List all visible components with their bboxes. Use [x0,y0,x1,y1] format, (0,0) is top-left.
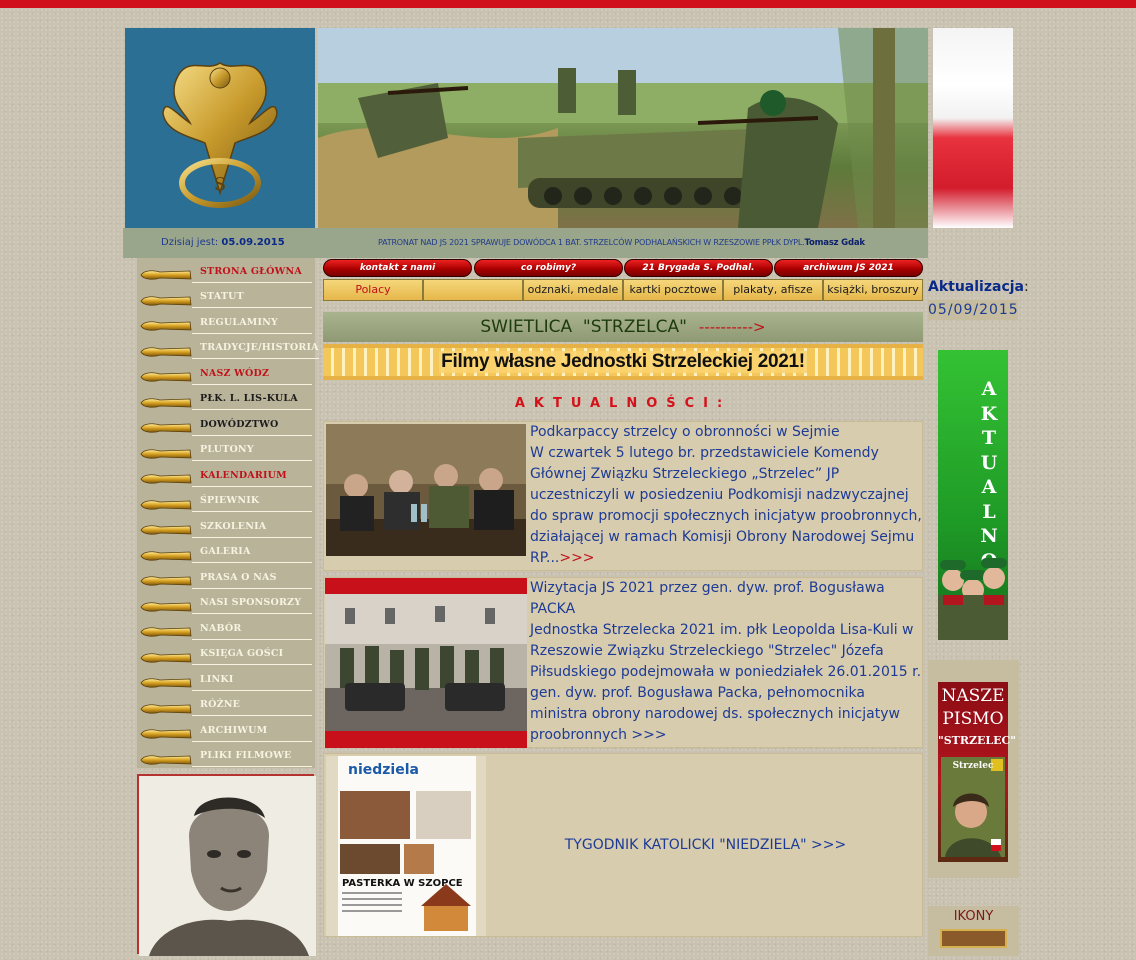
gold-bullet-icon [140,496,192,508]
news-text-3 [489,754,922,936]
menu-item-8[interactable] [140,439,312,463]
menu-item-label: PRASA O NAS [192,568,312,589]
news-text-1 [530,422,922,569]
menu-item-18[interactable] [140,694,312,718]
menu-item-label: ŚPIEWNIK [192,491,312,512]
menu-item-label: SZKOLENIA [192,517,312,538]
portrait-lis-kula [137,774,314,954]
news-more-link-2[interactable]: >>> [631,727,667,743]
menu-item-label: RÓŻNE [192,695,312,716]
magazine-cover-title: Strzelec [952,761,994,771]
menu-item-6[interactable] [140,388,312,412]
menu-item-3[interactable] [140,311,312,335]
update-date: 05/09/2015 [928,302,1019,318]
news-side-banner[interactable] [938,350,1008,640]
gold-bullet-icon [140,292,192,304]
menu-item-4[interactable] [140,337,319,361]
news-title-1[interactable]: Podkarpaccy strzelcy o obronności w Sejmie [530,424,840,440]
gold-bullet-icon [140,470,192,482]
magazine-strzelec-link[interactable] [938,682,1017,862]
menu-item-16[interactable] [140,643,312,667]
aktualnosci-letter: L [982,500,996,523]
menu-item-label: PŁK. L. LIS-KULA [192,389,312,410]
niedziela-headline: PASTERKA W SZOPCE [342,878,463,889]
eagle-logo[interactable] [125,28,315,228]
gold-bullet-icon [140,317,192,329]
menu-item-15[interactable] [140,617,312,641]
news-item-1 [323,421,923,571]
gold-bullet-icon [140,521,192,533]
swietlica-link[interactable] [323,312,923,342]
subnav-books[interactable]: książki, broszury [823,279,923,301]
menu-item-label: PLUTONY [192,440,312,461]
menu-item-14[interactable] [140,592,312,616]
current-date: Dzisiaj jest: 05.09.2015 [161,237,285,248]
magazine-cover-image [941,757,1005,857]
news-title-3[interactable]: TYGODNIK KATOLICKI "NIEDZIELA" [564,837,807,853]
menu-item-label: PLIKI FILMOWE [192,746,312,767]
pismo-line-3: "STRZELEC" [938,734,1017,747]
gold-bullet-icon [140,266,192,278]
news-heading: AKTUALNOŚCI: [514,396,732,411]
menu-item-9[interactable] [140,464,312,488]
menu-item-12[interactable] [140,541,312,565]
gold-bullet-icon [140,598,192,610]
aktualnosci-letter: K [980,402,998,425]
header-banner-photo [318,28,928,228]
menu-item-label: STRONA GŁÓWNA [192,262,312,283]
nav-contact-button[interactable]: kontakt z nami [323,259,472,277]
menu-item-label: NABÓR [192,619,312,640]
patron-text: PATRONAT NAD JS 2021 SPRAWUJE DOWÓDCA 1 BAT. STRZELCÓW PODHALAŃSKICH W RZESZOWIE PPŁK DYPL.Tomasz Gdak [378,238,865,248]
menu-item-label: TRADYCJE/HISTORIA [192,338,319,359]
news-thumbnail-sejm[interactable] [326,424,526,560]
menu-item-label: NASZ WÓDZ [192,364,312,385]
news-thumbnail-niedziela[interactable] [326,756,486,936]
menu-item-7[interactable] [140,413,312,437]
gold-bullet-icon [140,394,192,406]
menu-item-2[interactable] [140,286,312,310]
aktualnosci-letter: A [981,476,997,498]
gold-bullet-icon [140,700,192,712]
gold-bullet-icon [140,725,192,737]
scouts-photo [938,550,1008,640]
gold-bullet-icon [140,419,192,431]
menu-item-11[interactable] [140,515,312,539]
menu-item-10[interactable] [140,490,312,514]
menu-item-5[interactable] [140,362,312,386]
films-banner-link[interactable] [323,344,923,380]
icons-label[interactable]: IKONY [953,909,994,924]
news-thumbnail-wizytacja[interactable] [325,578,527,752]
menu-item-label: KALENDARIUM [192,466,312,487]
menu-item-1[interactable] [140,260,312,284]
menu-item-19[interactable] [140,719,312,743]
nav-archive-button[interactable]: archiwum JS 2021 [774,259,923,277]
news-more-link-3[interactable]: >>> [811,837,847,853]
films-banner-label: Filmy własne Jednostki Strzeleckiej 2021! [441,351,805,372]
swietlica-arrow: ----------> [698,318,766,336]
nav-brigade-button[interactable]: 21 Brygada S. Podhal. [624,259,773,277]
menu-item-label: NASI SPONSORZY [192,593,312,614]
swietlica-label: SWIETLICA "STRZELCA" [480,317,687,337]
svg-text:S: S [213,174,227,195]
sub-navigation [323,279,923,301]
gold-bullet-icon [140,368,192,380]
subnav-badges[interactable]: odznaki, medale [523,279,623,301]
update-label: Aktualizacja: [928,279,1029,295]
gold-bullet-icon [140,649,192,661]
gold-bullet-icon [140,445,192,457]
menu-item-17[interactable] [140,668,312,692]
menu-item-label: KSIĘGA GOŚCI [192,644,312,665]
gold-bullet-icon [140,572,192,584]
news-more-link-1[interactable]: >>> [559,550,595,566]
aktualnosci-letter: T [981,427,997,449]
gold-bullet-icon [140,343,192,355]
menu-item-13[interactable] [140,566,312,590]
gold-bullet-icon [140,547,192,559]
subnav-posters[interactable]: plakaty, afisze [723,279,823,301]
nav-what-we-do-button[interactable]: co robimy? [474,259,623,277]
menu-item-label: DOWÓDZTWO [192,415,312,436]
niedziela-masthead: niedziela [348,762,419,778]
menu-item-label: LINKI [192,670,312,691]
subnav-polacy[interactable]: Polacy [323,279,423,301]
icon-image[interactable] [940,929,1007,948]
menu-item-label: ARCHIWUM [192,721,312,742]
top-red-bar [0,0,1136,8]
menu-item-label: STATUT [192,287,312,308]
news-body-2: Jednostka Strzelecka 2021 im. płk Leopolda Lisa-Kuli w Rzeszowie Związku Strzeleckiego "Strzelec" Józefa Piłsudskiego podejmowała w poniedziałek 26.01.2015 r. gen. dyw. prof. Bogusława Packa, pełnomocnika ministra obrony narodowej ds. społecznych inicjatyw proobronnych [530,622,922,743]
pismo-line-2: PISMO [942,709,1004,729]
gold-bullet-icon [140,623,192,635]
news-title-2[interactable]: Wizytacja JS 2021 przez gen. dyw. prof. Bogusława PACKA [530,580,885,617]
aktualnosci-letter: A [981,378,997,400]
news-text-2 [530,578,922,746]
menu-item-label: GALERIA [192,542,312,563]
news-item-2 [323,577,923,748]
aktualnosci-letter: N [980,525,998,547]
polish-flag-image [933,28,1013,228]
aktualnosci-letter: U [980,451,998,474]
subnav-postcards[interactable]: kartki pocztowe [623,279,723,301]
gold-bullet-icon [140,674,192,686]
subnav-empty[interactable] [423,279,523,301]
eagle-emblem-icon [145,43,295,213]
menu-item-label: REGULAMINY [192,313,312,334]
gold-bullet-icon [140,751,192,763]
news-item-3 [323,753,923,937]
news-body-1: W czwartek 5 lutego br. przedstawiciele Komendy Głównej Związku Strzeleckiego „Strzelec” JP uczestniczyli w posiedzeniu Podkomisji nadzwyczajnej do spraw promocji społecznych inicjatyw proobronnych, działającej w ramach Komisji Obrony Narodowej Sejmu RP... [530,445,922,566]
menu-item-20[interactable] [140,745,312,769]
pismo-line-1: NASZE [941,686,1005,706]
